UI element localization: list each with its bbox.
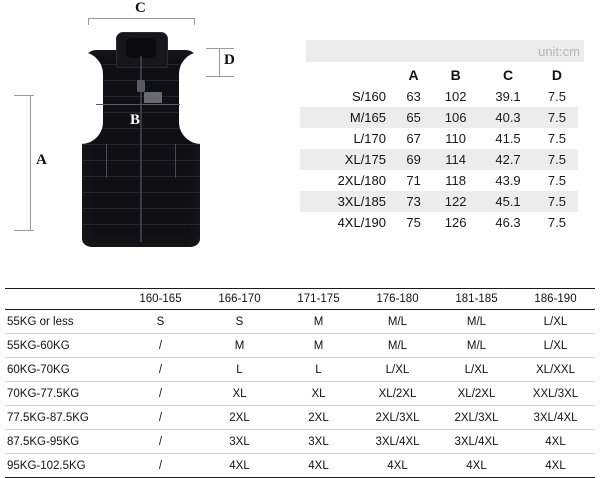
value-c: 39.1	[495, 89, 521, 104]
fit-col-181-185: 181-185	[437, 289, 516, 310]
size-label: L/170	[353, 131, 386, 146]
value-d: 7.5	[547, 152, 566, 167]
vest-illustration	[82, 32, 200, 247]
size-label: M/165	[349, 110, 386, 125]
fit-table-header-row	[5, 289, 595, 310]
value-d: 7.5	[547, 194, 566, 209]
fit-col-166-170: 166-170	[200, 289, 279, 310]
fit-cell: 4XL	[279, 454, 358, 478]
fit-cell: 4XL	[516, 454, 595, 478]
value-d: 7.5	[547, 215, 566, 230]
fit-cell: 2XL/3XL	[437, 406, 516, 430]
fit-cell: S	[121, 310, 200, 334]
fit-cell: /	[121, 334, 200, 358]
fit-cell: /	[121, 382, 200, 406]
table-row	[300, 107, 578, 128]
fit-cell: 4XL	[437, 454, 516, 478]
table-row	[5, 358, 595, 382]
value-c: 40.3	[495, 110, 521, 125]
vest-armhole-left	[81, 52, 103, 144]
size-label: 3XL/185	[337, 194, 386, 209]
fit-cell: L/XL	[437, 358, 516, 382]
value-b: 102	[444, 89, 467, 104]
measure-guide-a-bottom	[14, 230, 30, 231]
table-row	[300, 128, 578, 149]
fit-cell: L	[200, 358, 279, 382]
fit-cell: XL/2XL	[437, 382, 516, 406]
measurement-table	[300, 40, 586, 233]
weight-label: 55KG or less	[5, 310, 121, 334]
measurement-col-d: D	[551, 67, 563, 83]
value-a: 73	[406, 194, 421, 209]
table-row	[300, 191, 578, 212]
fit-cell: L/XL	[516, 334, 595, 358]
fit-cell: L	[279, 358, 358, 382]
vest-pocket-right	[175, 144, 176, 178]
vest-collar-inner	[126, 38, 156, 58]
measurement-col-a: A	[408, 67, 419, 83]
value-d: 7.5	[547, 131, 566, 146]
value-c: 46.3	[495, 215, 521, 230]
fit-recommendation-table	[5, 288, 595, 478]
value-d: 7.5	[547, 173, 566, 188]
measure-line-b	[96, 104, 180, 105]
unit-note: unit:cm	[538, 44, 580, 59]
size-label: XL/175	[344, 152, 386, 167]
weight-label: 95KG-102.5KG	[5, 454, 121, 478]
fit-cell: 3XL/4XL	[358, 430, 437, 454]
value-b: 122	[444, 194, 467, 209]
fit-cell: M	[279, 334, 358, 358]
fit-cell: 2XL	[200, 406, 279, 430]
fit-cell: /	[121, 430, 200, 454]
measure-line-d-vertical	[219, 48, 220, 76]
value-a: 65	[406, 110, 421, 125]
table-row	[300, 86, 578, 107]
measure-label-d: D	[224, 52, 235, 68]
fit-cell: 4XL	[516, 430, 595, 454]
value-a: 75	[406, 215, 421, 230]
value-b: 114	[445, 152, 466, 167]
fit-cell: /	[121, 454, 200, 478]
measure-line-a	[30, 95, 31, 230]
value-b: 106	[444, 110, 467, 125]
vest-zipper-pull	[137, 80, 145, 92]
measure-line-d-top	[206, 48, 234, 49]
measurement-table-header-row	[300, 64, 578, 86]
fit-col-176-180: 176-180	[358, 289, 437, 310]
fit-cell: M/L	[437, 310, 516, 334]
value-a: 71	[406, 173, 421, 188]
value-c: 43.9	[495, 173, 521, 188]
size-label: 2XL/180	[337, 173, 386, 188]
fit-cell: XL/XXL	[516, 358, 595, 382]
fit-cell: /	[121, 358, 200, 382]
measure-label-a: A	[36, 152, 47, 168]
measurement-col-size	[300, 64, 396, 86]
measure-tick-c-left	[88, 18, 89, 25]
fit-cell: 4XL	[200, 454, 279, 478]
weight-label: 60KG-70KG	[5, 358, 121, 382]
table-row	[5, 382, 595, 406]
weight-label: 77.5KG-87.5KG	[5, 406, 121, 430]
fit-cell: L/XL	[516, 310, 595, 334]
size-recommendation-section	[0, 288, 600, 472]
weight-label: 87.5KG-95KG	[5, 430, 121, 454]
fit-cell: 3XL	[279, 430, 358, 454]
fit-cell: M/L	[358, 334, 437, 358]
table-row	[300, 149, 578, 170]
fit-cell: L/XL	[358, 358, 437, 382]
value-b: 110	[445, 131, 466, 146]
value-a: 63	[406, 89, 421, 104]
vest-pocket-left	[106, 144, 107, 178]
garment-diagram	[0, 0, 300, 285]
fit-cell: 3XL/4XL	[437, 430, 516, 454]
fit-col-171-175: 171-175	[279, 289, 358, 310]
fit-cell: XL/2XL	[358, 382, 437, 406]
fit-cell: M/L	[437, 334, 516, 358]
table-row	[5, 310, 595, 334]
weight-label: 70KG-77.5KG	[5, 382, 121, 406]
measure-line-d-bottom	[206, 76, 234, 77]
table-row	[5, 430, 595, 454]
measurement-col-b: B	[450, 67, 461, 83]
value-a: 69	[406, 152, 421, 167]
vest-armhole-right	[179, 52, 201, 144]
table-row	[5, 406, 595, 430]
table-row	[5, 334, 595, 358]
measurement-table-grid	[300, 64, 578, 233]
fit-cell: 2XL	[279, 406, 358, 430]
value-c: 42.7	[495, 152, 521, 167]
value-b: 118	[445, 173, 466, 188]
fit-cell: XL	[200, 382, 279, 406]
measure-tick-c-right	[194, 18, 195, 25]
table-row	[300, 170, 578, 191]
measure-line-c	[88, 18, 194, 19]
size-label: 4XL/190	[337, 215, 386, 230]
table-row	[300, 212, 578, 233]
weight-label: 55KG-60KG	[5, 334, 121, 358]
size-label: S/160	[352, 89, 386, 104]
fit-col-186-190: 186-190	[516, 289, 595, 310]
fit-cell: XXL/3XL	[516, 382, 595, 406]
fit-cell: M/L	[358, 310, 437, 334]
fit-cell: 4XL	[358, 454, 437, 478]
value-c: 45.1	[495, 194, 521, 209]
fit-table-corner	[5, 289, 121, 310]
table-row	[5, 454, 595, 478]
fit-cell: 2XL/3XL	[358, 406, 437, 430]
value-b: 126	[444, 215, 467, 230]
value-d: 7.5	[547, 110, 566, 125]
fit-cell: XL	[279, 382, 358, 406]
fit-cell: /	[121, 406, 200, 430]
fit-col-160-165: 160-165	[121, 289, 200, 310]
value-a: 67	[406, 131, 421, 146]
vest-chest-badge	[144, 92, 162, 103]
measure-label-c: C	[135, 0, 146, 16]
fit-cell: S	[200, 310, 279, 334]
measure-guide-a-top	[14, 95, 30, 96]
fit-cell: M	[200, 334, 279, 358]
fit-cell: 3XL/4XL	[516, 406, 595, 430]
value-c: 41.5	[495, 131, 521, 146]
measurement-col-c: C	[502, 67, 514, 83]
fit-cell: 3XL	[200, 430, 279, 454]
value-d: 7.5	[547, 89, 566, 104]
measure-label-b: B	[130, 112, 141, 128]
fit-cell: M	[279, 310, 358, 334]
